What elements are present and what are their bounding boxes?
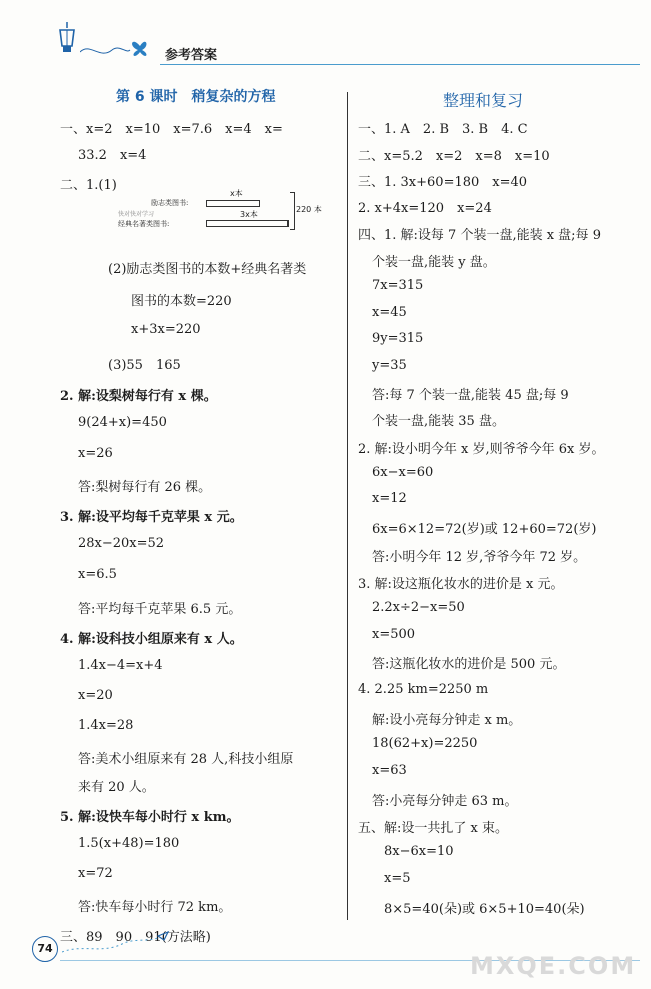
right-line: 9y=315: [372, 331, 424, 346]
right-section-title: 整理和复习: [443, 91, 524, 110]
bird-trail-icon: [62, 930, 172, 956]
left-line: 2. 解:设梨树每行有 x 棵。: [60, 389, 217, 404]
right-line: x=45: [372, 305, 407, 320]
left-line: (2)励志类图书的本数+经典名著类: [108, 262, 307, 277]
diagram-bar-1: [206, 200, 260, 207]
right-line: 3. 解:设这瓶化妆水的进价是 x 元。: [358, 577, 564, 592]
left-line: 答:梨树每行有 26 棵。: [78, 480, 212, 495]
right-line: 一、1. A 2. B 3. B 4. C: [358, 122, 528, 137]
right-line: 6x−x=60: [372, 465, 434, 480]
right-line: 2.2x÷2−x=50: [372, 600, 465, 615]
header-title: 参考答案: [165, 48, 218, 63]
left-line: 4. 解:设科技小组原来有 x 人。: [60, 632, 243, 647]
page-header: [0, 0, 651, 64]
left-line: 图书的本数=220: [131, 294, 232, 309]
left-section-title: 第 6 课时 稍复杂的方程: [116, 89, 276, 105]
left-line: 答:快车每小时行 72 km。: [78, 900, 232, 915]
diagram-book2b-label: 经典名著类图书:: [118, 220, 170, 228]
right-line: y=35: [372, 358, 407, 373]
left-line: 33.2 x=4: [78, 148, 147, 163]
diagram-label-3x: 3x本: [240, 210, 258, 219]
diagram-total: 220 本: [296, 205, 322, 214]
left-line: 二、1.(1): [60, 178, 117, 193]
left-line: 3. 解:设平均每千克苹果 x 元。: [60, 510, 243, 525]
left-line: 一、x=2 x=10 x=7.6 x=4 x=: [60, 122, 283, 137]
right-line: 个装一盘,能装 35 盘。: [372, 414, 505, 429]
left-line: 28x−20x=52: [78, 536, 165, 551]
line-segment-diagram: [118, 188, 333, 236]
column-divider: [347, 92, 348, 920]
left-line: x=72: [78, 866, 113, 881]
header-rule: [160, 64, 640, 65]
left-line: x=6.5: [78, 567, 117, 582]
right-line: x=12: [372, 491, 407, 506]
left-line: 9(24+x)=450: [78, 415, 167, 430]
diagram-book2a-label: 快对快对学习: [118, 211, 155, 218]
watermark-text: MXQE.COM: [470, 952, 637, 980]
right-line: 三、1. 3x+60=180 x=40: [358, 175, 528, 190]
right-line: x=500: [372, 627, 416, 642]
page-number: 74: [32, 936, 58, 962]
right-line: 答:小明今年 12 岁,爷爷今年 72 岁。: [372, 550, 587, 565]
lantern-icon: [55, 22, 79, 58]
right-line: 2. x+4x=120 x=24: [358, 201, 492, 216]
left-line: 来有 20 人。: [78, 780, 155, 795]
right-line: 6x=6×12=72(岁)或 12+60=72(岁): [372, 522, 597, 537]
left-line: (3)55 165: [108, 358, 181, 373]
left-line: 1.4x−4=x+4: [78, 658, 163, 673]
right-line: 4. 2.25 km=2250 m: [358, 682, 489, 697]
left-line: x=26: [78, 446, 113, 461]
right-line: 2. 解:设小明今年 x 岁,则爷爷今年 6x 岁。: [358, 442, 605, 457]
left-line: x+3x=220: [131, 322, 201, 337]
diagram-bar-2: [206, 220, 288, 227]
right-line: 7x=315: [372, 278, 424, 293]
right-line: x=63: [372, 763, 407, 778]
left-line: x=20: [78, 688, 113, 703]
right-line: 五、解:设一共扎了 x 束。: [358, 821, 508, 836]
left-line: 5. 解:设快车每小时行 x km。: [60, 810, 240, 825]
diagram-brace: [290, 192, 295, 230]
right-line: x=5: [384, 871, 411, 886]
right-line: 个装一盘,能装 y 盘。: [372, 255, 496, 270]
diagram-book1-label: 励志类图书:: [151, 199, 189, 207]
right-line: 四、1. 解:设每 7 个装一盘,能装 x 盘;每 9: [358, 228, 601, 243]
right-line: 解:设小亮每分钟走 x m。: [372, 713, 522, 728]
left-line: 三、89 90 91(方法略): [60, 930, 211, 945]
right-line: 答:这瓶化妆水的进价是 500 元。: [372, 657, 566, 672]
right-line: 18(62+x)=2250: [372, 736, 478, 751]
right-line: 8x−6x=10: [384, 844, 454, 859]
left-line: 1.4x=28: [78, 718, 134, 733]
right-line: 二、x=5.2 x=2 x=8 x=10: [358, 149, 550, 164]
diagram-label-x: x本: [230, 189, 243, 198]
left-line: 答:美术小组原来有 28 人,科技小组原: [78, 752, 294, 767]
right-line: 答:小亮每分钟走 63 m。: [372, 794, 518, 809]
left-line: 1.5(x+48)=180: [78, 836, 180, 851]
right-line: 8×5=40(朵)或 6×5+10=40(朵): [384, 902, 585, 917]
butterfly-icon: [80, 32, 150, 62]
right-line: 答:每 7 个装一盘,能装 45 盘;每 9: [372, 388, 569, 403]
left-line: 答:平均每千克苹果 6.5 元。: [78, 602, 242, 617]
diagram-bar-2-ext: [288, 220, 289, 227]
